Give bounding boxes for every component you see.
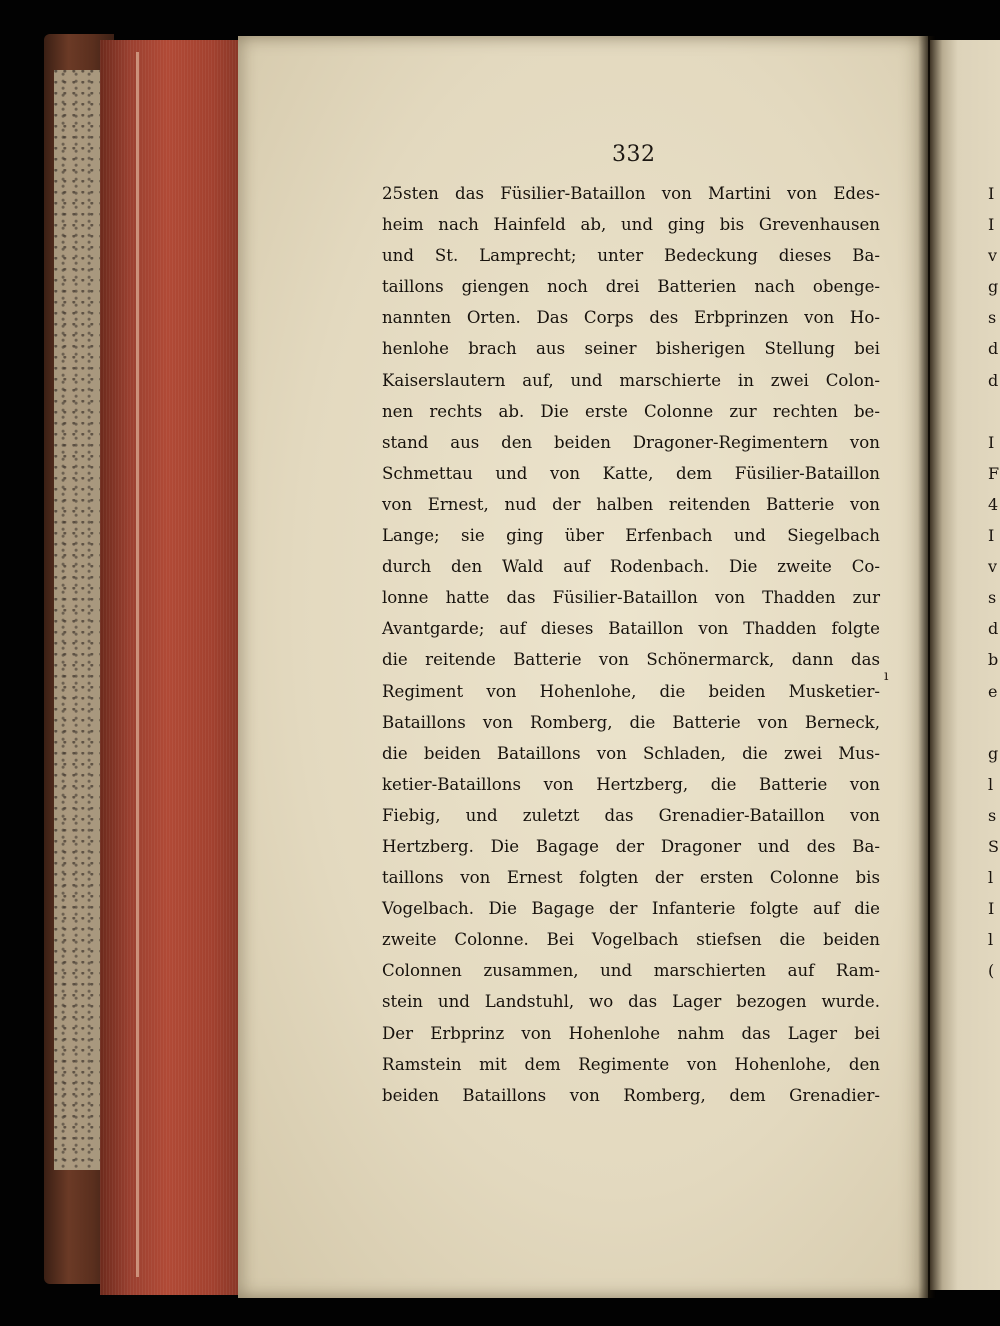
text-line: von Ernest, nud der halben reitenden Batterie von: [382, 494, 880, 514]
body-text: [382, 178, 880, 1111]
text-line: taillons giengen noch drei Batterien nach obenge-: [382, 277, 880, 297]
marbled-endpaper: [54, 70, 100, 1170]
facing-letter: l: [988, 774, 994, 794]
text-line: und St. Lamprecht; unter Bedeckung dieses Ba-: [382, 246, 880, 266]
page-edges: [100, 40, 250, 1295]
text-line: Avantgarde; auf dieses Bataillon von Thadden folgte: [382, 619, 880, 639]
facing-letter: F: [988, 463, 1000, 483]
facing-letter: I: [988, 526, 995, 546]
text-line: beiden Bataillons von Romberg, dem Grenadier-: [382, 1085, 880, 1105]
text-line: die reitende Batterie von Schönermarck, dann das: [382, 650, 880, 670]
text-line: zweite Colonne. Bei Vogelbach stiefsen die beiden: [382, 930, 880, 950]
text-line: die beiden Bataillons von Schladen, die zwei Mus-: [382, 743, 880, 763]
facing-letter: [988, 707, 1000, 738]
text-line: Kaiserslautern auf, und marschierte in zwei Colon-: [382, 370, 880, 390]
margin-mark: ı: [884, 668, 889, 684]
text-line: henlohe brach aus seiner bisherigen Stellung bei: [382, 339, 880, 359]
facing-letter: v: [988, 557, 998, 577]
text-line: Ramstein mit dem Regimente von Hohenlohe, den: [382, 1054, 880, 1074]
text-line: Hertzberg. Die Bagage der Dragoner und des Ba-: [382, 836, 880, 856]
facing-letter: I: [988, 899, 995, 919]
facing-letter: l: [988, 930, 994, 950]
facing-letter: I: [988, 432, 995, 452]
facing-letter: [988, 396, 1000, 427]
facing-letter: d: [988, 339, 999, 359]
text-line: nen rechts ab. Die erste Colonne zur rechten be-: [382, 401, 880, 421]
facing-letter: b: [988, 650, 999, 670]
facing-letter: d: [988, 619, 999, 639]
text-line: Fiebig, und zuletzt das Grenadier-Bataillon von: [382, 805, 880, 825]
facing-letter: 4: [988, 494, 999, 514]
text-line: Der Erbprinz von Hohenlohe nahm das Lager bei: [382, 1023, 880, 1043]
text-line: Colonnen zusammen, und marschierten auf Ram-: [382, 961, 880, 981]
text-line: Bataillons von Romberg, die Batterie von Berneck,: [382, 712, 880, 732]
text-line: Lange; sie ging über Erfenbach und Siegelbach: [382, 526, 880, 546]
facing-letter: g: [988, 277, 999, 297]
edge-highlight: [136, 52, 139, 1277]
facing-letter: I: [988, 184, 995, 203]
facing-letter: l: [988, 868, 994, 888]
page-number: 332: [612, 142, 656, 167]
text-line: taillons von Ernest folgten der ersten Colonne bis: [382, 868, 880, 888]
facing-letter: v: [988, 246, 998, 266]
text-line: heim nach Hainfeld ab, und ging bis Grevenhausen: [382, 215, 880, 235]
text-line: Vogelbach. Die Bagage der Infanterie folgte auf die: [382, 899, 880, 919]
facing-letter: g: [988, 743, 999, 763]
text-line: ketier-Bataillons von Hertzberg, die Batterie von: [382, 774, 880, 794]
text-line: stein und Landstuhl, wo das Lager bezogen wurde.: [382, 992, 880, 1012]
text-line: durch den Wald auf Rodenbach. Die zweite Co-: [382, 557, 880, 577]
text-line: Schmettau und von Katte, dem Füsilier-Bataillon: [382, 463, 880, 483]
facing-letter: s: [988, 308, 997, 328]
facing-letter: s: [988, 588, 997, 608]
text-line: 25sten das Füsilier-Bataillon von Martini von Edes-: [382, 184, 880, 203]
text-line: nannten Orten. Das Corps des Erbprinzen von Ho-: [382, 308, 880, 328]
text-line: Regiment von Hohenlohe, die beiden Musketier-: [382, 681, 880, 701]
facing-letter: (: [988, 961, 995, 981]
facing-letter: I: [988, 215, 995, 235]
text-line: stand aus den beiden Dragoner-Regimentern von: [382, 432, 880, 452]
facing-page-letters: [988, 178, 1000, 986]
facing-letter: s: [988, 805, 997, 825]
text-line: lonne hatte das Füsilier-Bataillon von Thadden zur: [382, 588, 880, 608]
facing-letter: d: [988, 370, 999, 390]
facing-letter: e: [988, 681, 998, 701]
facing-letter: S: [988, 836, 999, 856]
